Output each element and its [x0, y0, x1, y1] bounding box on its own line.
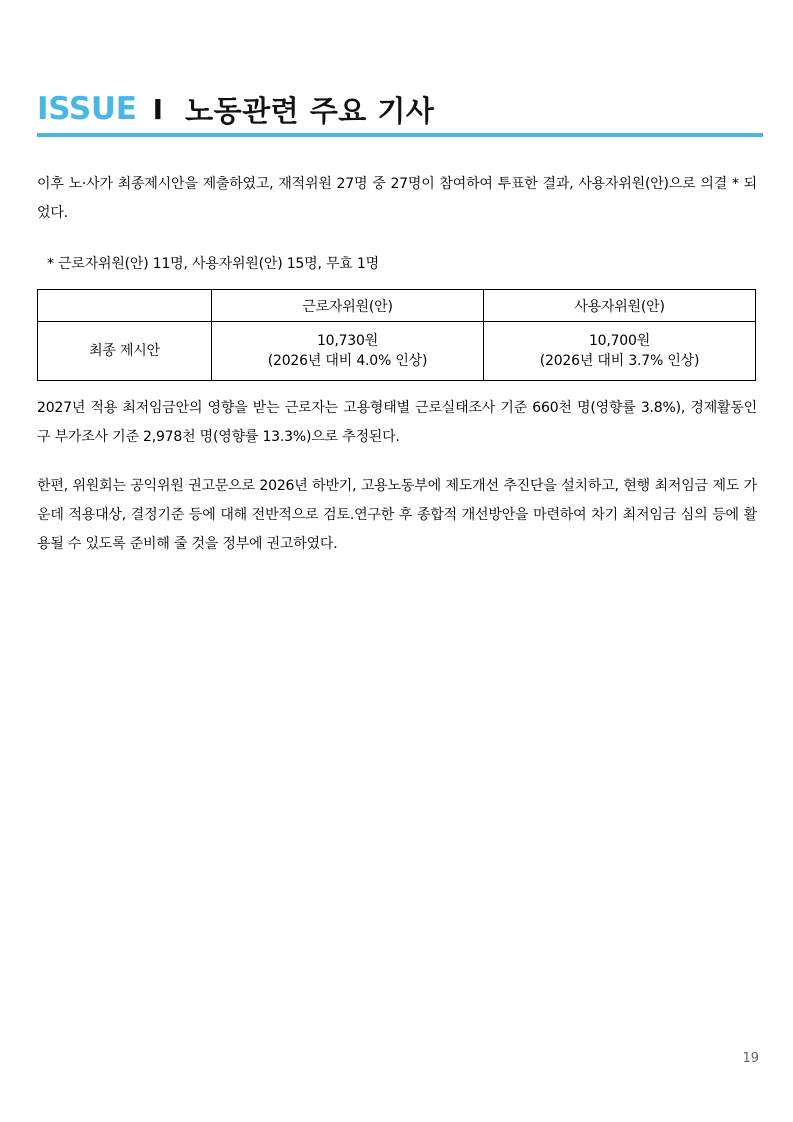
header-separator: I: [152, 92, 164, 126]
table-header-row: [38, 290, 756, 322]
page-title: 노동관련 주요 기사: [185, 93, 435, 128]
employer-amount: 10,700원: [588, 333, 651, 349]
worker-proposal-cell: [212, 322, 484, 381]
header-divider: [37, 133, 763, 137]
table-header-empty: [38, 290, 212, 322]
employer-proposal-cell: [484, 322, 756, 381]
row-label: 최종 제시안: [38, 322, 212, 381]
page-number: 19: [742, 1051, 759, 1066]
paragraph-recommendation: 한편, 위원회는 공익위원 권고문으로 2026년 하반기, 고용노동부에 제도개선 추진단을 설치하고, 현행 최저임금 제도 가운데 적용대상, 결정기준 등에 대해 전반적으로 검토.연구한 후 종합적 개선방안을 마련하여 차기 최저임금 심의 등에 활용될 수 있도록 준비해 줄 것을 정부에 권고하였다.: [37, 478, 757, 552]
paragraph-vote-result: 이후 노·사가 최종제시안을 제출하였고, 재적위원 27명 중 27명이 참여하여 투표한 결과, 사용자위원(안)으로 의결 * 되었다.: [37, 176, 757, 221]
worker-amount: 10,730원: [316, 333, 379, 349]
paragraph-affected-workers: 2027년 적용 최저임금안의 영향을 받는 근로자는 고용형태별 근로실태조사 기준 660천 명(영향률 3.8%), 경제활동인구 부가조사 기준 2,978천 명(영향률 13.3%)으로 추정된다.: [37, 400, 757, 445]
table-header-worker: 근로자위원(안): [212, 290, 484, 322]
footnote-vote-count: * 근로자위원(안) 11명, 사용자위원(안) 15명, 무효 1명: [47, 256, 379, 272]
proposal-table: [37, 289, 756, 381]
table-row: [38, 322, 756, 381]
worker-change: (2026년 대비 4.0% 인상): [267, 353, 428, 369]
employer-change: (2026년 대비 3.7% 인상): [539, 353, 700, 369]
table-header-employer: 사용자위원(안): [484, 290, 756, 322]
issue-label: ISSUE: [37, 91, 137, 127]
section-header: [37, 86, 763, 132]
